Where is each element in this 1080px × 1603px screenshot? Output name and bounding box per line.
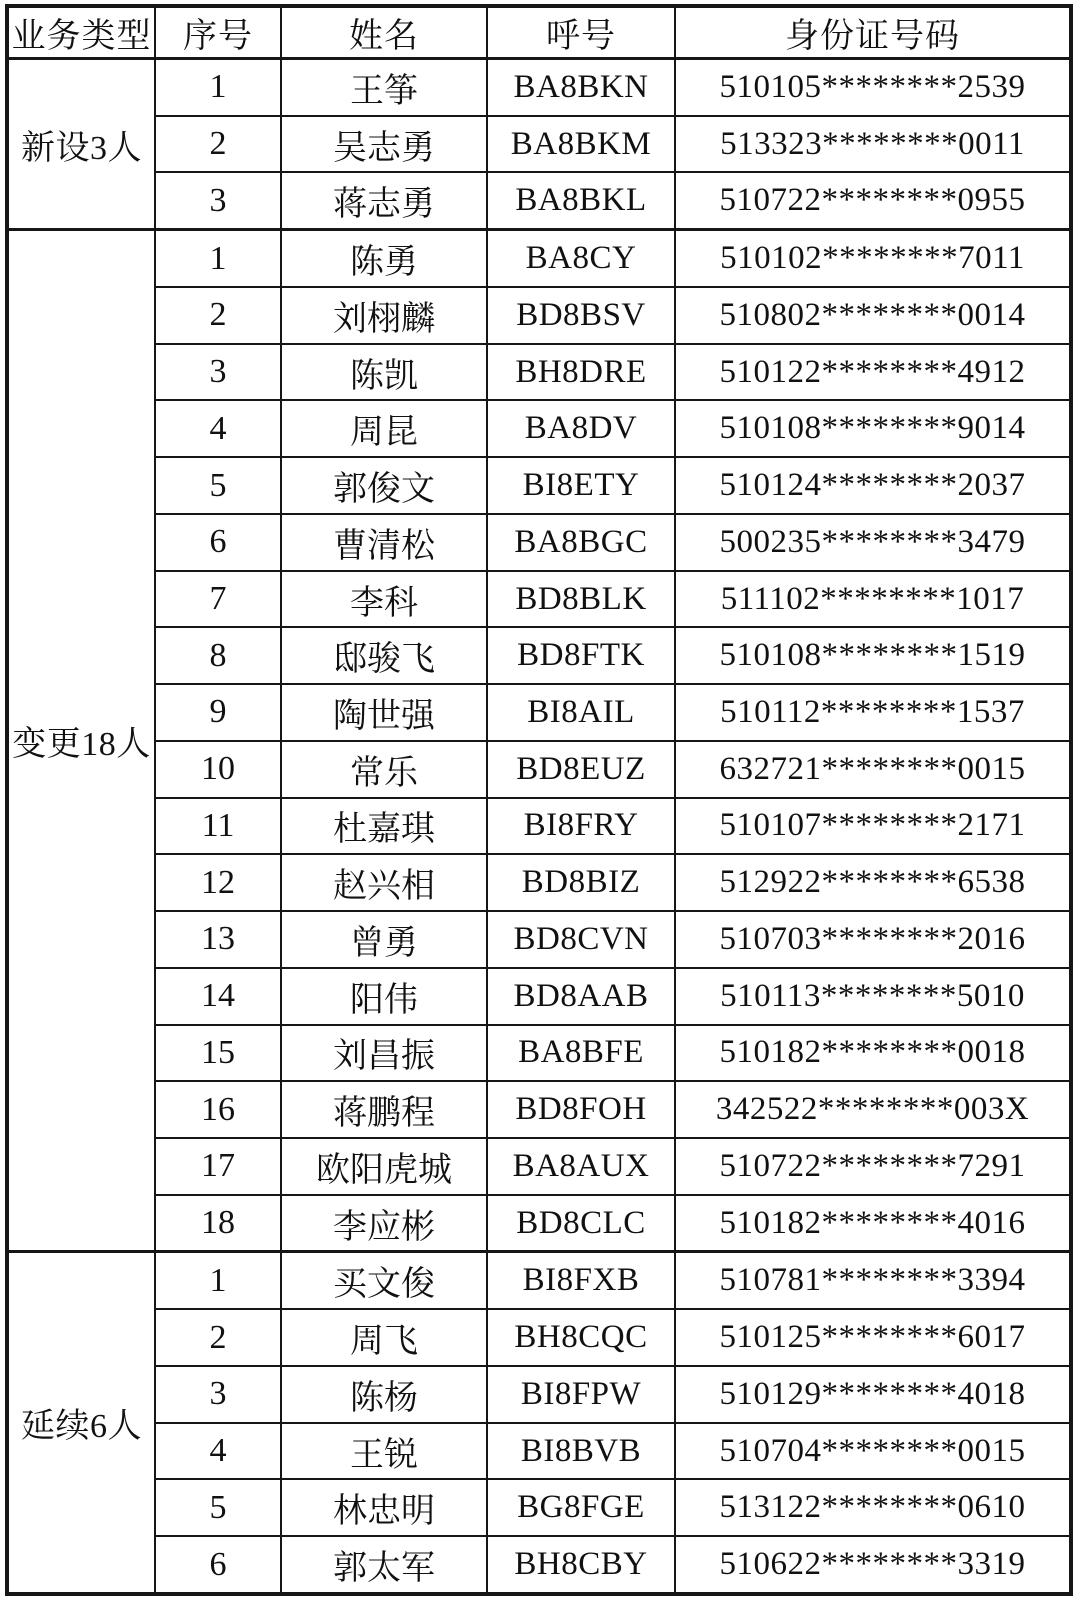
name: 王筝 bbox=[281, 59, 487, 116]
seq: 11 bbox=[155, 798, 281, 855]
header-cell-id-number: 身份证号码 bbox=[675, 6, 1071, 59]
table-row bbox=[7, 798, 1071, 855]
name: 刘昌振 bbox=[281, 1025, 487, 1082]
table-row bbox=[7, 1252, 1071, 1309]
callsign: BA8CY bbox=[487, 230, 675, 287]
table-row bbox=[7, 1536, 1071, 1594]
table-row bbox=[7, 1081, 1071, 1138]
name: 郭太军 bbox=[281, 1536, 487, 1594]
id-number-cell: 510107********2171 bbox=[675, 798, 1071, 855]
seq: 5 bbox=[155, 1479, 281, 1536]
table-row bbox=[7, 854, 1071, 911]
table-row bbox=[7, 1138, 1071, 1195]
name: 欧阳虎城 bbox=[281, 1138, 487, 1195]
id-number-cell: 500235********3479 bbox=[675, 514, 1071, 571]
callsign: BD8CLC bbox=[487, 1195, 675, 1252]
name: 陈杨 bbox=[281, 1366, 487, 1423]
id-number-cell: 510703********2016 bbox=[675, 911, 1071, 968]
table-row bbox=[7, 457, 1071, 514]
name: 周飞 bbox=[281, 1309, 487, 1366]
seq: 6 bbox=[155, 1536, 281, 1594]
header-cell-callsign: 呼号 bbox=[487, 6, 675, 59]
header-cell-business-type: 业务类型 bbox=[7, 6, 155, 59]
table-row bbox=[7, 627, 1071, 684]
table-row bbox=[7, 1309, 1071, 1366]
callsign: BD8FTK bbox=[487, 627, 675, 684]
id-number-cell: 510102********7011 bbox=[675, 230, 1071, 287]
table-row bbox=[7, 968, 1071, 1025]
callsign: BG8FGE bbox=[487, 1479, 675, 1536]
id-number-cell: 510113********5010 bbox=[675, 968, 1071, 1025]
seq: 9 bbox=[155, 684, 281, 741]
id-number-cell: 512922********6538 bbox=[675, 854, 1071, 911]
seq: 12 bbox=[155, 854, 281, 911]
seq: 2 bbox=[155, 287, 281, 344]
id-number-cell: 510781********3394 bbox=[675, 1252, 1071, 1309]
table-row bbox=[7, 1423, 1071, 1480]
group-type-cell: 变更18人 bbox=[7, 230, 155, 1252]
callsign: BA8BKM bbox=[487, 116, 675, 173]
id-number-cell: 510722********7291 bbox=[675, 1138, 1071, 1195]
name: 吴志勇 bbox=[281, 116, 487, 173]
name: 买文俊 bbox=[281, 1252, 487, 1309]
table-row bbox=[7, 1195, 1071, 1252]
seq: 1 bbox=[155, 1252, 281, 1309]
id-number-cell: 510112********1537 bbox=[675, 684, 1071, 741]
id-number-cell: 510129********4018 bbox=[675, 1366, 1071, 1423]
name: 曹清松 bbox=[281, 514, 487, 571]
callsign: BH8CBY bbox=[487, 1536, 675, 1594]
id-number-cell: 510125********6017 bbox=[675, 1309, 1071, 1366]
callsign: BI8AIL bbox=[487, 684, 675, 741]
seq: 13 bbox=[155, 911, 281, 968]
name: 陶世强 bbox=[281, 684, 487, 741]
seq: 3 bbox=[155, 1366, 281, 1423]
seq: 3 bbox=[155, 344, 281, 401]
table-row bbox=[7, 287, 1071, 344]
callsign: BI8FXB bbox=[487, 1252, 675, 1309]
callsign: BA8BFE bbox=[487, 1025, 675, 1082]
seq: 18 bbox=[155, 1195, 281, 1252]
seq: 3 bbox=[155, 172, 281, 229]
group-type-cell: 延续6人 bbox=[7, 1252, 155, 1594]
name: 陈凯 bbox=[281, 344, 487, 401]
seq: 5 bbox=[155, 457, 281, 514]
callsign: BA8BKL bbox=[487, 172, 675, 229]
callsign: BH8DRE bbox=[487, 344, 675, 401]
id-number-cell: 632721********0015 bbox=[675, 741, 1071, 798]
id-number-cell: 510182********4016 bbox=[675, 1195, 1071, 1252]
table-row bbox=[7, 741, 1071, 798]
name: 曾勇 bbox=[281, 911, 487, 968]
name: 周昆 bbox=[281, 400, 487, 457]
header-row bbox=[7, 6, 1071, 59]
id-number-cell: 510722********0955 bbox=[675, 172, 1071, 229]
id-number-cell: 510802********0014 bbox=[675, 287, 1071, 344]
name: 蒋鹏程 bbox=[281, 1081, 487, 1138]
name: 李应彬 bbox=[281, 1195, 487, 1252]
callsign: BA8DV bbox=[487, 400, 675, 457]
id-number-cell: 510124********2037 bbox=[675, 457, 1071, 514]
name: 邸骏飞 bbox=[281, 627, 487, 684]
name: 常乐 bbox=[281, 741, 487, 798]
seq: 17 bbox=[155, 1138, 281, 1195]
callsign: BH8CQC bbox=[487, 1309, 675, 1366]
table-row bbox=[7, 400, 1071, 457]
id-number-cell: 511102********1017 bbox=[675, 571, 1071, 628]
header-cell-seq: 序号 bbox=[155, 6, 281, 59]
id-number-cell: 510122********4912 bbox=[675, 344, 1071, 401]
seq: 1 bbox=[155, 59, 281, 116]
callsign: BI8FPW bbox=[487, 1366, 675, 1423]
id-number-cell: 513122********0610 bbox=[675, 1479, 1071, 1536]
table-row bbox=[7, 1366, 1071, 1423]
id-number-cell: 510704********0015 bbox=[675, 1423, 1071, 1480]
callsign: BA8AUX bbox=[487, 1138, 675, 1195]
seq: 6 bbox=[155, 514, 281, 571]
group-type-cell: 新设3人 bbox=[7, 59, 155, 230]
table-row bbox=[7, 684, 1071, 741]
name: 赵兴相 bbox=[281, 854, 487, 911]
id-number-cell: 342522********003X bbox=[675, 1081, 1071, 1138]
callsign: BD8EUZ bbox=[487, 741, 675, 798]
table-row bbox=[7, 1479, 1071, 1536]
name: 阳伟 bbox=[281, 968, 487, 1025]
license-registration-table bbox=[5, 4, 1073, 1596]
callsign: BD8BIZ bbox=[487, 854, 675, 911]
table-row bbox=[7, 344, 1071, 401]
seq: 15 bbox=[155, 1025, 281, 1082]
name: 林忠明 bbox=[281, 1479, 487, 1536]
callsign: BA8BKN bbox=[487, 59, 675, 116]
name: 李科 bbox=[281, 571, 487, 628]
seq: 2 bbox=[155, 1309, 281, 1366]
callsign: BD8BLK bbox=[487, 571, 675, 628]
callsign: BD8AAB bbox=[487, 968, 675, 1025]
callsign: BD8FOH bbox=[487, 1081, 675, 1138]
seq: 7 bbox=[155, 571, 281, 628]
seq: 16 bbox=[155, 1081, 281, 1138]
seq: 8 bbox=[155, 627, 281, 684]
table-row bbox=[7, 59, 1071, 116]
seq: 4 bbox=[155, 1423, 281, 1480]
callsign: BI8ETY bbox=[487, 457, 675, 514]
table-row bbox=[7, 172, 1071, 229]
id-number-cell: 510108********9014 bbox=[675, 400, 1071, 457]
seq: 2 bbox=[155, 116, 281, 173]
table-body bbox=[7, 59, 1071, 1595]
table-row bbox=[7, 571, 1071, 628]
id-number-cell: 510108********1519 bbox=[675, 627, 1071, 684]
header-cell-name: 姓名 bbox=[281, 6, 487, 59]
callsign: BD8BSV bbox=[487, 287, 675, 344]
callsign: BA8BGC bbox=[487, 514, 675, 571]
table-row bbox=[7, 116, 1071, 173]
callsign: BD8CVN bbox=[487, 911, 675, 968]
name: 王锐 bbox=[281, 1423, 487, 1480]
id-number-cell: 510622********3319 bbox=[675, 1536, 1071, 1594]
seq: 14 bbox=[155, 968, 281, 1025]
seq: 4 bbox=[155, 400, 281, 457]
name: 刘栩麟 bbox=[281, 287, 487, 344]
id-number-cell: 510105********2539 bbox=[675, 59, 1071, 116]
name: 杜嘉琪 bbox=[281, 798, 487, 855]
name: 蒋志勇 bbox=[281, 172, 487, 229]
table-row bbox=[7, 514, 1071, 571]
table-row bbox=[7, 911, 1071, 968]
callsign: BI8BVB bbox=[487, 1423, 675, 1480]
seq: 10 bbox=[155, 741, 281, 798]
table-row bbox=[7, 1025, 1071, 1082]
table-row bbox=[7, 230, 1071, 287]
seq: 1 bbox=[155, 230, 281, 287]
id-number-cell: 513323********0011 bbox=[675, 116, 1071, 173]
callsign: BI8FRY bbox=[487, 798, 675, 855]
id-number-cell: 510182********0018 bbox=[675, 1025, 1071, 1082]
name: 郭俊文 bbox=[281, 457, 487, 514]
name: 陈勇 bbox=[281, 230, 487, 287]
